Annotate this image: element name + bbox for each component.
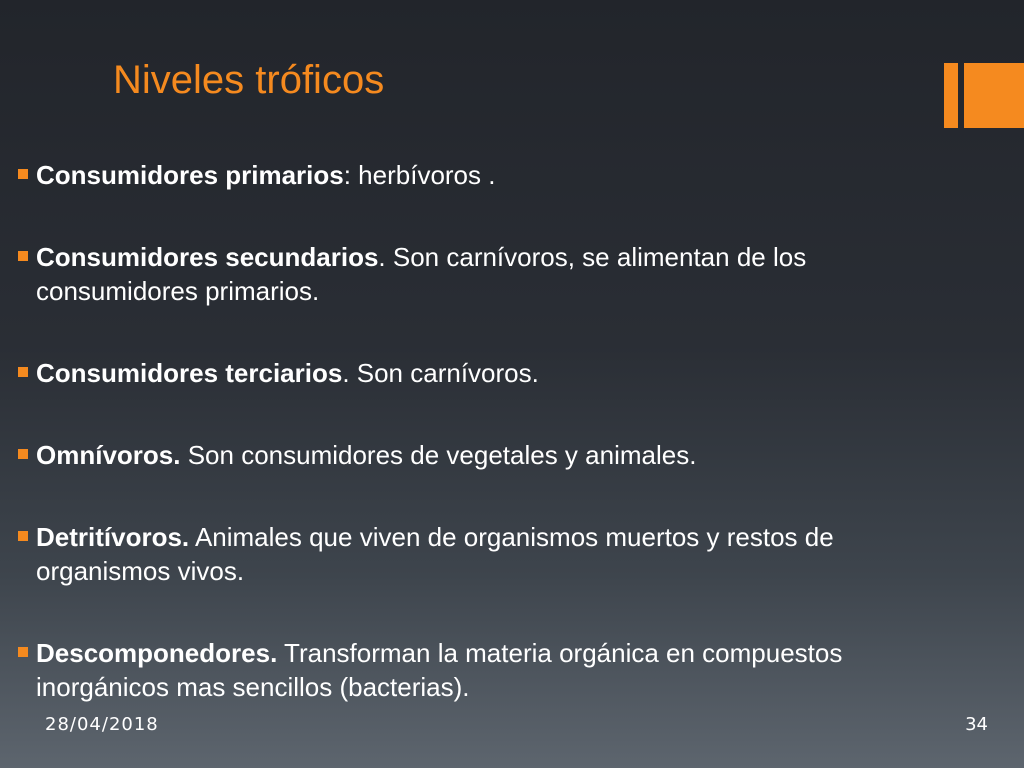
list-item-term: Consumidores terciarios xyxy=(36,358,343,388)
list-item-text xyxy=(36,520,948,588)
list-item-description: : herbívoros . xyxy=(343,160,496,190)
list-item-text xyxy=(36,356,948,390)
list-item-description: . Son carnívoros. xyxy=(342,358,539,388)
list-item xyxy=(18,158,948,192)
list-item-text xyxy=(36,240,948,308)
square-bullet-icon xyxy=(18,251,28,261)
list-item-text xyxy=(36,438,948,472)
list-item xyxy=(18,520,948,588)
list-item-description: . Son carnívoros, se alimentan de los consumidores primarios. xyxy=(36,242,807,306)
list-item xyxy=(18,356,948,390)
list-item-term: Consumidores primarios xyxy=(36,160,344,190)
list-item-term: Detritívoros. xyxy=(36,522,190,552)
list-item-text xyxy=(36,636,948,704)
list-item xyxy=(18,636,948,704)
square-bullet-icon xyxy=(18,367,28,377)
list-item-text xyxy=(36,158,948,192)
list-item xyxy=(18,240,948,308)
square-bullet-icon xyxy=(18,647,28,657)
square-bullet-icon xyxy=(18,169,28,179)
list-item-description: Animales que viven de organismos muertos y restos de organismos vivos. xyxy=(36,522,834,586)
title-accent-bar-thick xyxy=(964,63,1024,128)
list-item-term: Consumidores secundarios xyxy=(36,242,379,272)
footer-date: 28/04/2018 xyxy=(45,714,159,735)
slide-title: Niveles tróficos xyxy=(113,58,385,102)
footer-page-number: 34 xyxy=(965,714,988,735)
list-item-term: Descomponedores. xyxy=(36,638,278,668)
square-bullet-icon xyxy=(18,531,28,541)
list-item-term: Omnívoros. xyxy=(36,440,181,470)
list-item xyxy=(18,438,948,472)
square-bullet-icon xyxy=(18,449,28,459)
list-item-description: Transforman la materia orgánica en compuestos inorgánicos mas sencillos (bacterias). xyxy=(36,638,843,702)
list-item-description: Son consumidores de vegetales y animales. xyxy=(180,440,697,470)
title-accent-bar-thin xyxy=(944,63,958,128)
